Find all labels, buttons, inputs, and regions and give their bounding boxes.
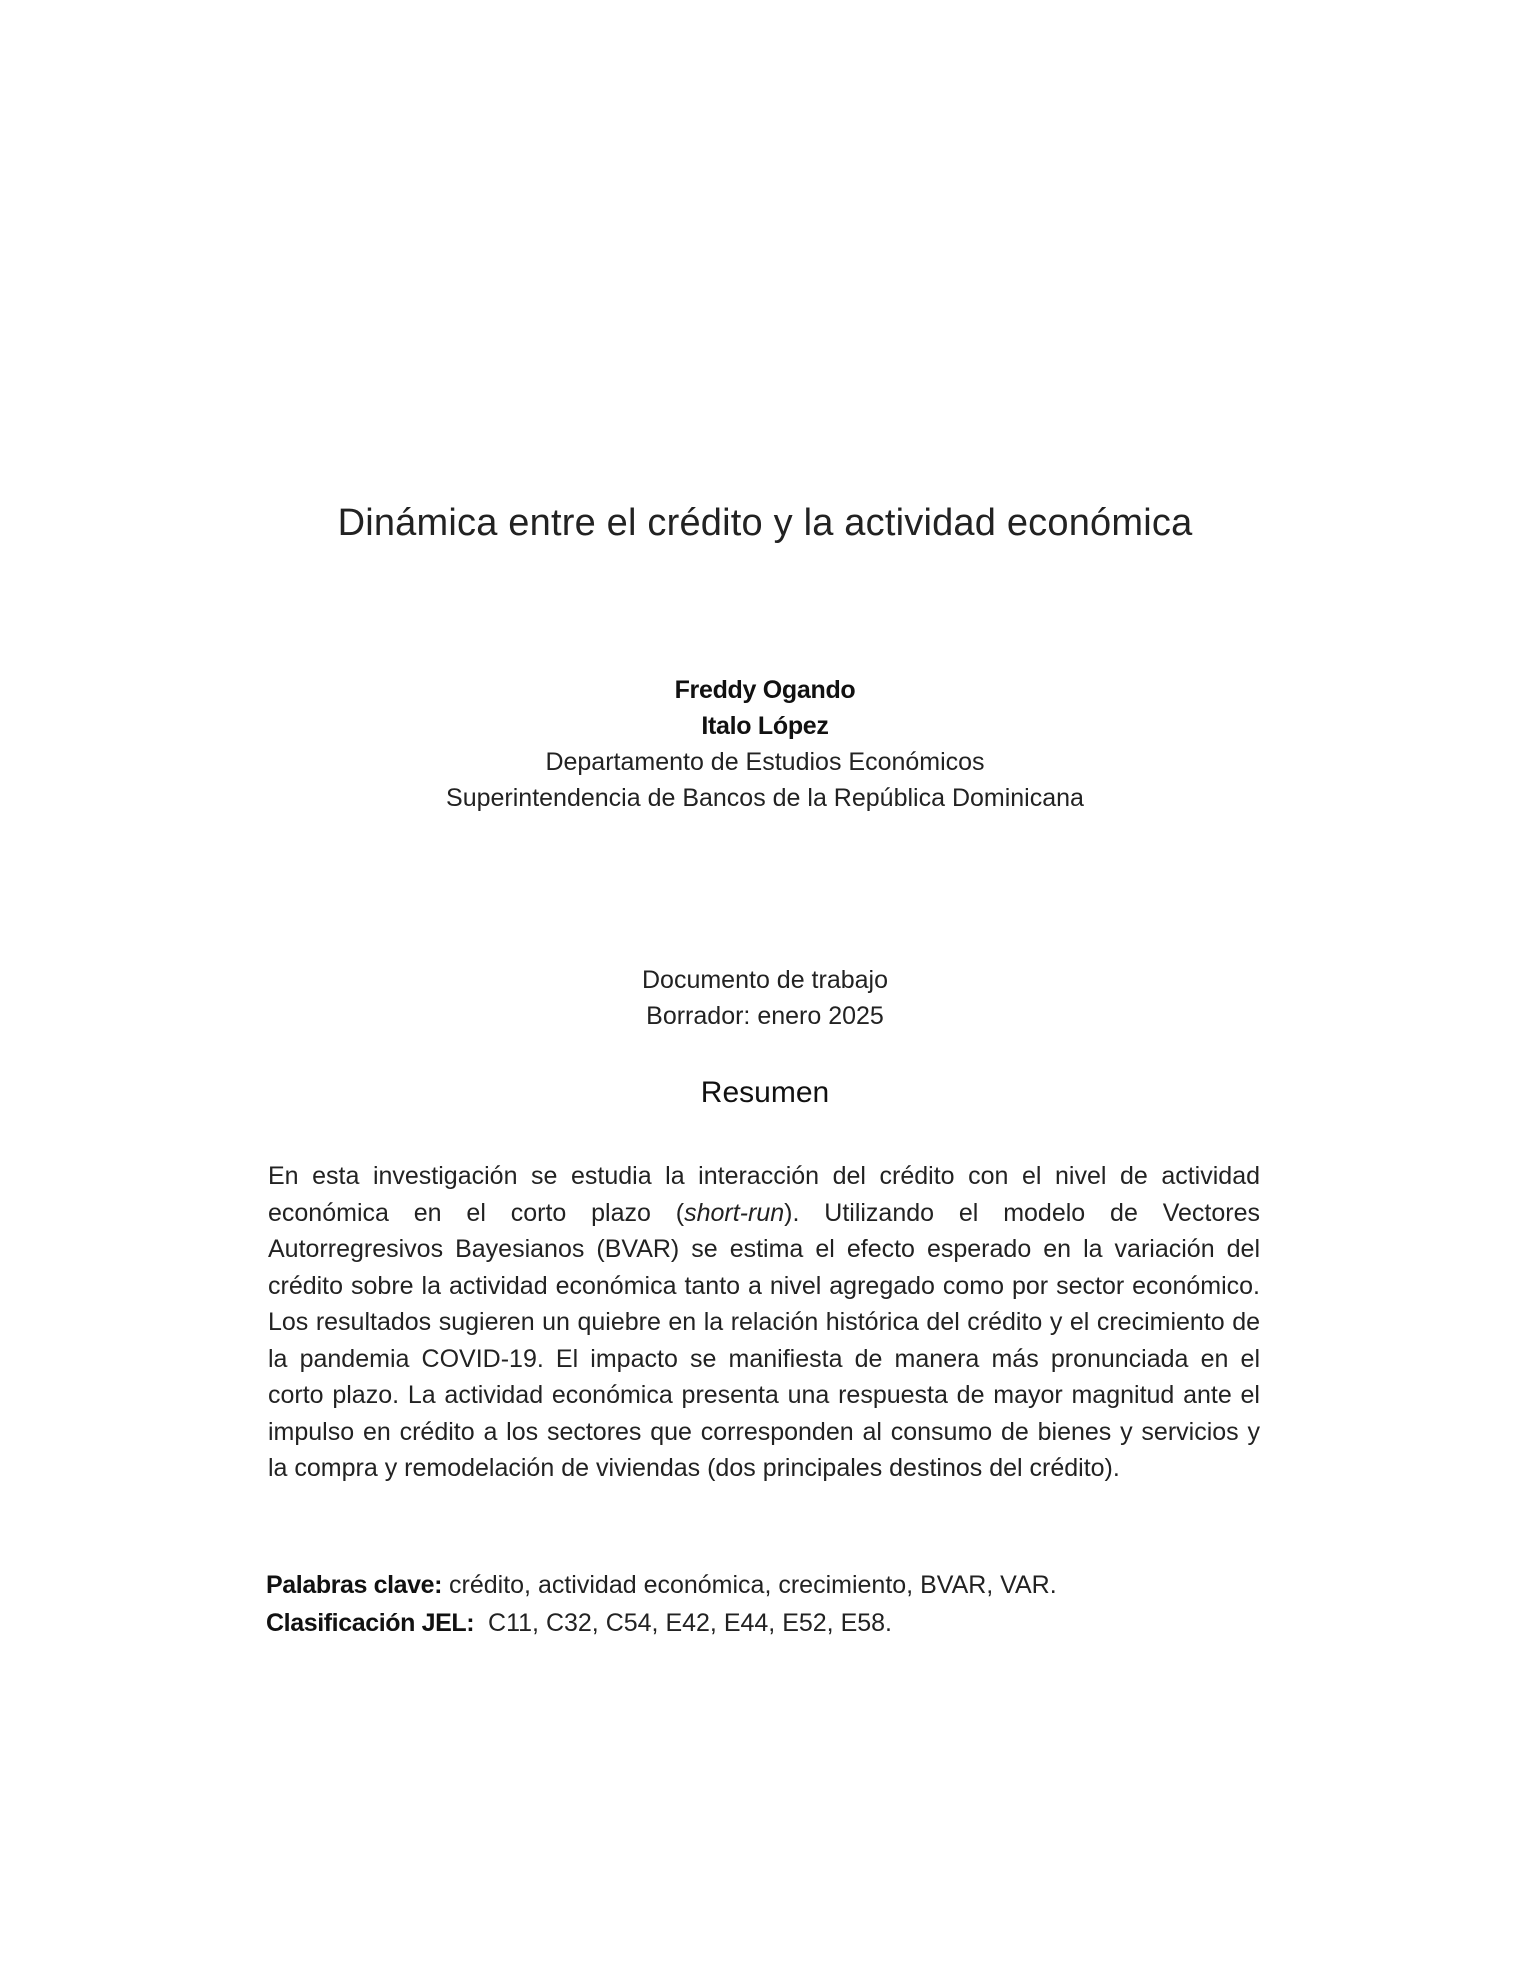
document-type: Documento de trabajo	[642, 966, 888, 994]
draft-date: Borrador: enero 2025	[646, 1002, 884, 1030]
affiliation-institution: Superintendencia de Bancos de la República Dominicana	[446, 784, 1084, 812]
jel-value: C11, C32, C54, E42, E44, E52, E58.	[474, 1609, 893, 1637]
author-name: Italo López	[701, 712, 829, 740]
affiliation-department: Departamento de Estudios Económicos	[545, 748, 985, 776]
author-name: Freddy Ogando	[674, 676, 856, 704]
keywords-block	[266, 1566, 1266, 1642]
jel-label: Clasificación JEL:	[266, 1609, 475, 1637]
document-info	[0, 962, 1530, 1034]
keywords-label: Palabras clave:	[266, 1571, 443, 1599]
abstract-text-part: ). Utilizando el modelo de Vectores Autorregresivos Bayesianos (BVAR) se estima el efecto esperado en la variación del crédito sobre la actividad económica tanto a nivel agregado como por sector económico. Los resultados sugieren un quiebre en la relación histórica del crédito y el crecimiento de la pandemia COVID-19. El impacto se manifiesta de manera más pronunciada en el corto plazo. La actividad económica presenta una respuesta de mayor magnitud ante el impulso en crédito a los sectores que corresponden al consumo de bienes y servicios y la compra y remodelación de viviendas (dos principales destinos del crédito).	[268, 1198, 1260, 1482]
paper-title: Dinámica entre el crédito y la actividad económica	[337, 502, 1193, 544]
abstract-heading: Resumen	[700, 1076, 830, 1109]
keywords-value: crédito, actividad económica, crecimiento, BVAR, VAR.	[442, 1571, 1057, 1599]
keywords-line	[266, 1566, 1266, 1604]
abstract-text	[268, 1158, 1260, 1487]
abstract-italic-term: short-run	[684, 1198, 785, 1227]
author-block	[0, 672, 1530, 816]
abstract-text-part: En esta investigación se estudia la interacción del crédito con el nivel de actividad económica en el corto plazo (	[268, 1162, 1260, 1227]
jel-line	[266, 1604, 1266, 1642]
